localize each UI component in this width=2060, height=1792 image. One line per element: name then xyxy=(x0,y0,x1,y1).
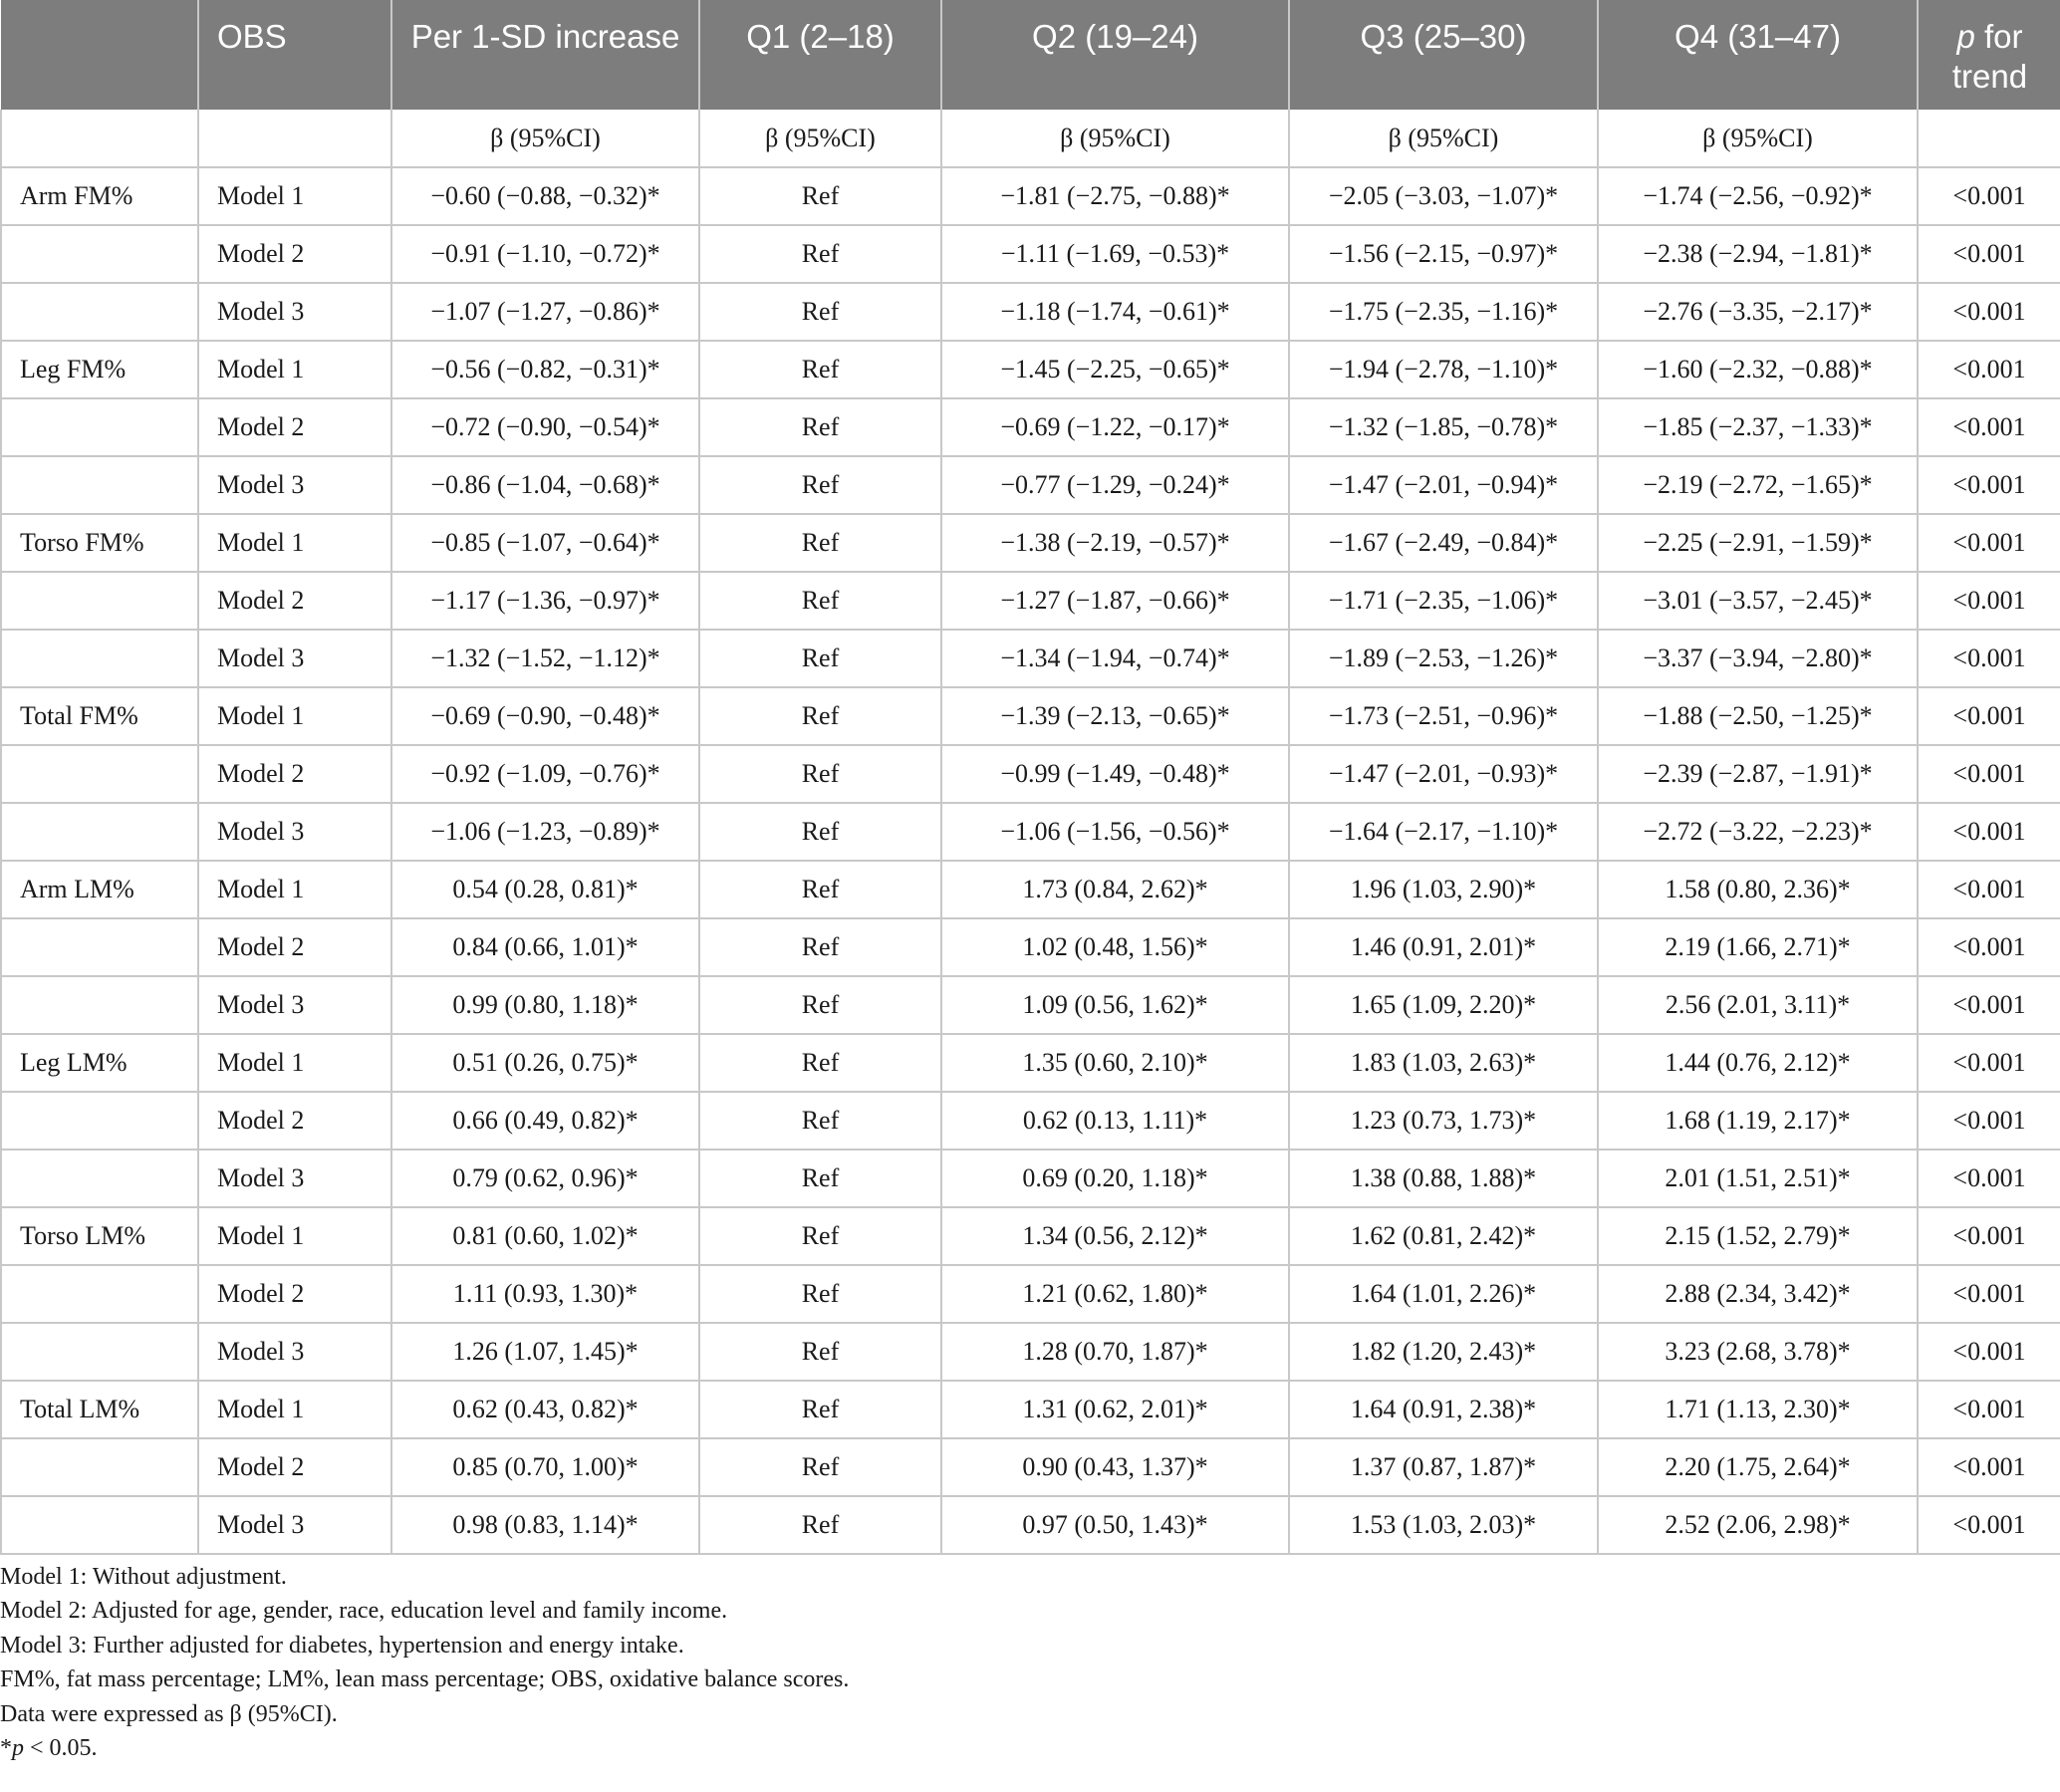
ci-empty-model xyxy=(198,110,391,167)
cell-per-sd: 0.85 (0.70, 1.00)* xyxy=(391,1438,699,1496)
cell-p-trend: <0.001 xyxy=(1918,976,2060,1034)
table-row xyxy=(1,861,2060,918)
cell-outcome xyxy=(1,1092,198,1150)
cell-q1: Ref xyxy=(699,167,941,225)
note-sig-p: p xyxy=(12,1735,24,1762)
cell-q3: −1.94 (−2.78, −1.10)* xyxy=(1289,341,1598,398)
cell-q2: 0.62 (0.13, 1.11)* xyxy=(941,1092,1289,1150)
cell-q4: −2.39 (−2.87, −1.91)* xyxy=(1598,745,1918,803)
cell-per-sd: 0.66 (0.49, 0.82)* xyxy=(391,1092,699,1150)
cell-per-sd: −0.92 (−1.09, −0.76)* xyxy=(391,745,699,803)
ci-label-q1: β (95%CI) xyxy=(699,110,941,167)
cell-q3: −1.47 (−2.01, −0.93)* xyxy=(1289,745,1598,803)
cell-outcome xyxy=(1,456,198,514)
cell-model: Model 2 xyxy=(198,398,391,456)
table-row xyxy=(1,803,2060,861)
cell-q2: 1.73 (0.84, 2.62)* xyxy=(941,861,1289,918)
cell-q1: Ref xyxy=(699,1207,941,1265)
cell-outcome xyxy=(1,918,198,976)
table-row xyxy=(1,283,2060,341)
cell-outcome xyxy=(1,1323,198,1381)
cell-q2: −0.69 (−1.22, −0.17)* xyxy=(941,398,1289,456)
cell-q2: −1.38 (−2.19, −0.57)* xyxy=(941,514,1289,572)
cell-model: Model 1 xyxy=(198,1381,391,1438)
cell-q2: −1.18 (−1.74, −0.61)* xyxy=(941,283,1289,341)
table-row xyxy=(1,1496,2060,1554)
cell-q1: Ref xyxy=(699,1265,941,1323)
table-row xyxy=(1,341,2060,398)
cell-q3: 1.82 (1.20, 2.43)* xyxy=(1289,1323,1598,1381)
cell-q2: −1.81 (−2.75, −0.88)* xyxy=(941,167,1289,225)
cell-q3: 1.64 (0.91, 2.38)* xyxy=(1289,1381,1598,1438)
cell-q1: Ref xyxy=(699,514,941,572)
cell-p-trend: <0.001 xyxy=(1918,283,2060,341)
note-sig-star: * xyxy=(0,1735,12,1762)
ci-label-q4: β (95%CI) xyxy=(1598,110,1918,167)
cell-p-trend: <0.001 xyxy=(1918,572,2060,630)
table-row xyxy=(1,630,2060,687)
table-row xyxy=(1,976,2060,1034)
cell-outcome xyxy=(1,225,198,283)
cell-q4: 2.52 (2.06, 2.98)* xyxy=(1598,1496,1918,1554)
cell-q2: −0.77 (−1.29, −0.24)* xyxy=(941,456,1289,514)
cell-q4: −1.74 (−2.56, −0.92)* xyxy=(1598,167,1918,225)
cell-p-trend: <0.001 xyxy=(1918,1150,2060,1207)
ci-empty-outcome xyxy=(1,110,198,167)
header-q2: Q2 (19–24) xyxy=(941,0,1289,110)
table-row xyxy=(1,456,2060,514)
cell-p-trend: <0.001 xyxy=(1918,1034,2060,1092)
cell-q3: −1.73 (−2.51, −0.96)* xyxy=(1289,687,1598,745)
cell-q2: 0.69 (0.20, 1.18)* xyxy=(941,1150,1289,1207)
cell-q3: 1.53 (1.03, 2.03)* xyxy=(1289,1496,1598,1554)
cell-q2: −1.11 (−1.69, −0.53)* xyxy=(941,225,1289,283)
cell-per-sd: −0.69 (−0.90, −0.48)* xyxy=(391,687,699,745)
cell-model: Model 1 xyxy=(198,514,391,572)
cell-q3: 1.37 (0.87, 1.87)* xyxy=(1289,1438,1598,1496)
table-footnotes xyxy=(0,1560,849,1765)
cell-model: Model 2 xyxy=(198,225,391,283)
cell-q2: 1.02 (0.48, 1.56)* xyxy=(941,918,1289,976)
cell-model: Model 3 xyxy=(198,803,391,861)
cell-outcome xyxy=(1,1438,198,1496)
note-model2: Model 2: Adjusted for age, gender, race, education level and family income. xyxy=(0,1598,728,1625)
cell-q3: 1.38 (0.88, 1.88)* xyxy=(1289,1150,1598,1207)
cell-model: Model 1 xyxy=(198,861,391,918)
cell-per-sd: −0.56 (−0.82, −0.31)* xyxy=(391,341,699,398)
header-per-sd: Per 1-SD increase xyxy=(391,0,699,110)
cell-q1: Ref xyxy=(699,456,941,514)
cell-outcome: Leg FM% xyxy=(1,341,198,398)
cell-q2: −1.34 (−1.94, −0.74)* xyxy=(941,630,1289,687)
cell-q4: −3.01 (−3.57, −2.45)* xyxy=(1598,572,1918,630)
cell-outcome xyxy=(1,283,198,341)
cell-model: Model 3 xyxy=(198,456,391,514)
cell-q2: −0.99 (−1.49, −0.48)* xyxy=(941,745,1289,803)
cell-p-trend: <0.001 xyxy=(1918,918,2060,976)
cell-model: Model 3 xyxy=(198,976,391,1034)
table-row xyxy=(1,918,2060,976)
cell-p-trend: <0.001 xyxy=(1918,1496,2060,1554)
note-sig-rest: < 0.05. xyxy=(24,1735,98,1762)
cell-q2: 1.34 (0.56, 2.12)* xyxy=(941,1207,1289,1265)
cell-per-sd: 0.81 (0.60, 1.02)* xyxy=(391,1207,699,1265)
cell-q1: Ref xyxy=(699,976,941,1034)
cell-model: Model 1 xyxy=(198,687,391,745)
cell-model: Model 3 xyxy=(198,283,391,341)
cell-q3: −1.56 (−2.15, −0.97)* xyxy=(1289,225,1598,283)
cell-q3: 1.62 (0.81, 2.42)* xyxy=(1289,1207,1598,1265)
cell-q3: −2.05 (−3.03, −1.07)* xyxy=(1289,167,1598,225)
cell-q3: −1.75 (−2.35, −1.16)* xyxy=(1289,283,1598,341)
note-expressed: Data were expressed as β (95%CI). xyxy=(0,1700,338,1727)
cell-outcome xyxy=(1,1265,198,1323)
cell-q2: 1.09 (0.56, 1.62)* xyxy=(941,976,1289,1034)
cell-p-trend: <0.001 xyxy=(1918,630,2060,687)
cell-q1: Ref xyxy=(699,918,941,976)
cell-q1: Ref xyxy=(699,1034,941,1092)
header-q4: Q4 (31–47) xyxy=(1598,0,1918,110)
cell-outcome: Torso FM% xyxy=(1,514,198,572)
cell-model: Model 3 xyxy=(198,630,391,687)
cell-outcome xyxy=(1,1496,198,1554)
cell-p-trend: <0.001 xyxy=(1918,225,2060,283)
cell-q2: −1.45 (−2.25, −0.65)* xyxy=(941,341,1289,398)
cell-p-trend: <0.001 xyxy=(1918,1381,2060,1438)
cell-q3: 1.46 (0.91, 2.01)* xyxy=(1289,918,1598,976)
cell-p-trend: <0.001 xyxy=(1918,341,2060,398)
cell-per-sd: 0.98 (0.83, 1.14)* xyxy=(391,1496,699,1554)
header-p-italic: p xyxy=(1956,18,1975,55)
cell-per-sd: 0.84 (0.66, 1.01)* xyxy=(391,918,699,976)
cell-outcome xyxy=(1,630,198,687)
cell-model: Model 2 xyxy=(198,1438,391,1496)
cell-q4: 1.71 (1.13, 2.30)* xyxy=(1598,1381,1918,1438)
cell-q4: 2.56 (2.01, 3.11)* xyxy=(1598,976,1918,1034)
cell-q4: −1.85 (−2.37, −1.33)* xyxy=(1598,398,1918,456)
table-row xyxy=(1,1034,2060,1092)
cell-p-trend: <0.001 xyxy=(1918,398,2060,456)
cell-outcome: Total FM% xyxy=(1,687,198,745)
cell-per-sd: 0.79 (0.62, 0.96)* xyxy=(391,1150,699,1207)
cell-q4: −2.25 (−2.91, −1.59)* xyxy=(1598,514,1918,572)
cell-per-sd: −1.06 (−1.23, −0.89)* xyxy=(391,803,699,861)
cell-per-sd: −1.07 (−1.27, −0.86)* xyxy=(391,283,699,341)
cell-p-trend: <0.001 xyxy=(1918,745,2060,803)
cell-q4: −2.38 (−2.94, −1.81)* xyxy=(1598,225,1918,283)
note-model3: Model 3: Further adjusted for diabetes, hypertension and energy intake. xyxy=(0,1632,684,1659)
cell-p-trend: <0.001 xyxy=(1918,1323,2060,1381)
cell-outcome: Leg LM% xyxy=(1,1034,198,1092)
cell-per-sd: −0.91 (−1.10, −0.72)* xyxy=(391,225,699,283)
cell-q2: 1.35 (0.60, 2.10)* xyxy=(941,1034,1289,1092)
cell-per-sd: 0.54 (0.28, 0.81)* xyxy=(391,861,699,918)
cell-outcome xyxy=(1,1150,198,1207)
cell-q4: 1.58 (0.80, 2.36)* xyxy=(1598,861,1918,918)
table-row xyxy=(1,1092,2060,1150)
header-q3: Q3 (25–30) xyxy=(1289,0,1598,110)
cell-per-sd: −0.60 (−0.88, −0.32)* xyxy=(391,167,699,225)
cell-p-trend: <0.001 xyxy=(1918,456,2060,514)
cell-outcome xyxy=(1,398,198,456)
table-row xyxy=(1,572,2060,630)
cell-q3: 1.96 (1.03, 2.90)* xyxy=(1289,861,1598,918)
table-row xyxy=(1,398,2060,456)
cell-q4: 2.88 (2.34, 3.42)* xyxy=(1598,1265,1918,1323)
cell-p-trend: <0.001 xyxy=(1918,1438,2060,1496)
cell-q3: 1.65 (1.09, 2.20)* xyxy=(1289,976,1598,1034)
cell-q4: −2.72 (−3.22, −2.23)* xyxy=(1598,803,1918,861)
cell-q3: −1.47 (−2.01, −0.94)* xyxy=(1289,456,1598,514)
cell-q1: Ref xyxy=(699,630,941,687)
cell-outcome xyxy=(1,572,198,630)
cell-q4: 1.68 (1.19, 2.17)* xyxy=(1598,1092,1918,1150)
cell-outcome xyxy=(1,803,198,861)
table-row xyxy=(1,745,2060,803)
cell-model: Model 2 xyxy=(198,572,391,630)
ci-label-per-sd: β (95%CI) xyxy=(391,110,699,167)
note-significance xyxy=(0,1731,849,1765)
table-row xyxy=(1,514,2060,572)
cell-per-sd: −0.72 (−0.90, −0.54)* xyxy=(391,398,699,456)
cell-q2: 1.28 (0.70, 1.87)* xyxy=(941,1323,1289,1381)
cell-q2: −1.39 (−2.13, −0.65)* xyxy=(941,687,1289,745)
cell-q1: Ref xyxy=(699,572,941,630)
cell-outcome: Total LM% xyxy=(1,1381,198,1438)
cell-q3: −1.71 (−2.35, −1.06)* xyxy=(1289,572,1598,630)
cell-model: Model 3 xyxy=(198,1323,391,1381)
table-row xyxy=(1,1265,2060,1323)
cell-q2: −1.06 (−1.56, −0.56)* xyxy=(941,803,1289,861)
cell-model: Model 1 xyxy=(198,167,391,225)
cell-per-sd: −1.17 (−1.36, −0.97)* xyxy=(391,572,699,630)
cell-q4: 2.15 (1.52, 2.79)* xyxy=(1598,1207,1918,1265)
cell-q3: −1.67 (−2.49, −0.84)* xyxy=(1289,514,1598,572)
cell-per-sd: −1.32 (−1.52, −1.12)* xyxy=(391,630,699,687)
cell-q3: 1.23 (0.73, 1.73)* xyxy=(1289,1092,1598,1150)
cell-q4: −1.88 (−2.50, −1.25)* xyxy=(1598,687,1918,745)
cell-model: Model 2 xyxy=(198,918,391,976)
cell-outcome: Arm FM% xyxy=(1,167,198,225)
cell-q1: Ref xyxy=(699,861,941,918)
header-q1: Q1 (2–18) xyxy=(699,0,941,110)
cell-q1: Ref xyxy=(699,1496,941,1554)
cell-per-sd: −0.85 (−1.07, −0.64)* xyxy=(391,514,699,572)
ci-empty-p xyxy=(1918,110,2060,167)
cell-p-trend: <0.001 xyxy=(1918,514,2060,572)
cell-p-trend: <0.001 xyxy=(1918,167,2060,225)
cell-outcome: Arm LM% xyxy=(1,861,198,918)
cell-per-sd: 0.62 (0.43, 0.82)* xyxy=(391,1381,699,1438)
table-row xyxy=(1,1381,2060,1438)
cell-q1: Ref xyxy=(699,1438,941,1496)
cell-p-trend: <0.001 xyxy=(1918,803,2060,861)
cell-outcome: Torso LM% xyxy=(1,1207,198,1265)
cell-model: Model 1 xyxy=(198,1034,391,1092)
cell-model: Model 2 xyxy=(198,745,391,803)
table-row xyxy=(1,225,2060,283)
cell-q2: −1.27 (−1.87, −0.66)* xyxy=(941,572,1289,630)
cell-q3: −1.89 (−2.53, −1.26)* xyxy=(1289,630,1598,687)
cell-per-sd: 1.26 (1.07, 1.45)* xyxy=(391,1323,699,1381)
header-p-rest: for trend xyxy=(1951,18,2028,95)
ci-label-q3: β (95%CI) xyxy=(1289,110,1598,167)
cell-q3: 1.64 (1.01, 2.26)* xyxy=(1289,1265,1598,1323)
cell-q1: Ref xyxy=(699,803,941,861)
cell-q4: −3.37 (−3.94, −2.80)* xyxy=(1598,630,1918,687)
note-model1: Model 1: Without adjustment. xyxy=(0,1564,287,1590)
cell-q1: Ref xyxy=(699,341,941,398)
cell-q4: −1.60 (−2.32, −0.88)* xyxy=(1598,341,1918,398)
cell-q1: Ref xyxy=(699,1092,941,1150)
cell-q1: Ref xyxy=(699,283,941,341)
cell-p-trend: <0.001 xyxy=(1918,1207,2060,1265)
cell-model: Model 3 xyxy=(198,1496,391,1554)
cell-model: Model 3 xyxy=(198,1150,391,1207)
cell-q4: 2.20 (1.75, 2.64)* xyxy=(1598,1438,1918,1496)
header-row xyxy=(1,0,2060,110)
table-row xyxy=(1,1323,2060,1381)
cell-outcome xyxy=(1,745,198,803)
cell-q4: 3.23 (2.68, 3.78)* xyxy=(1598,1323,1918,1381)
table-row xyxy=(1,1207,2060,1265)
cell-model: Model 2 xyxy=(198,1092,391,1150)
cell-q4: 2.19 (1.66, 2.71)* xyxy=(1598,918,1918,976)
cell-model: Model 1 xyxy=(198,341,391,398)
header-obs: OBS xyxy=(198,0,391,110)
cell-p-trend: <0.001 xyxy=(1918,861,2060,918)
cell-q1: Ref xyxy=(699,687,941,745)
cell-q4: −2.19 (−2.72, −1.65)* xyxy=(1598,456,1918,514)
cell-q1: Ref xyxy=(699,745,941,803)
cell-q2: 1.31 (0.62, 2.01)* xyxy=(941,1381,1289,1438)
cell-q1: Ref xyxy=(699,398,941,456)
cell-q1: Ref xyxy=(699,1150,941,1207)
cell-per-sd: 0.51 (0.26, 0.75)* xyxy=(391,1034,699,1092)
cell-q4: −2.76 (−3.35, −2.17)* xyxy=(1598,283,1918,341)
cell-q3: −1.64 (−2.17, −1.10)* xyxy=(1289,803,1598,861)
cell-q1: Ref xyxy=(699,225,941,283)
ci-label-row xyxy=(1,110,2060,167)
cell-p-trend: <0.001 xyxy=(1918,1265,2060,1323)
table-row xyxy=(1,687,2060,745)
cell-q1: Ref xyxy=(699,1381,941,1438)
cell-per-sd: 0.99 (0.80, 1.18)* xyxy=(391,976,699,1034)
cell-per-sd: 1.11 (0.93, 1.30)* xyxy=(391,1265,699,1323)
cell-p-trend: <0.001 xyxy=(1918,687,2060,745)
cell-q3: 1.83 (1.03, 2.63)* xyxy=(1289,1034,1598,1092)
cell-model: Model 1 xyxy=(198,1207,391,1265)
cell-q2: 1.21 (0.62, 1.80)* xyxy=(941,1265,1289,1323)
cell-q2: 0.90 (0.43, 1.37)* xyxy=(941,1438,1289,1496)
cell-q3: −1.32 (−1.85, −0.78)* xyxy=(1289,398,1598,456)
table-row xyxy=(1,1150,2060,1207)
cell-q4: 1.44 (0.76, 2.12)* xyxy=(1598,1034,1918,1092)
ci-label-q2: β (95%CI) xyxy=(941,110,1289,167)
table-row xyxy=(1,167,2060,225)
cell-q2: 0.97 (0.50, 1.43)* xyxy=(941,1496,1289,1554)
header-outcome xyxy=(1,0,198,110)
header-p-trend xyxy=(1918,0,2060,110)
cell-q1: Ref xyxy=(699,1323,941,1381)
cell-q4: 2.01 (1.51, 2.51)* xyxy=(1598,1150,1918,1207)
cell-outcome xyxy=(1,976,198,1034)
note-abbreviations: FM%, fat mass percentage; LM%, lean mass percentage; OBS, oxidative balance scores. xyxy=(0,1666,850,1693)
cell-model: Model 2 xyxy=(198,1265,391,1323)
cell-per-sd: −0.86 (−1.04, −0.68)* xyxy=(391,456,699,514)
table-row xyxy=(1,1438,2060,1496)
cell-p-trend: <0.001 xyxy=(1918,1092,2060,1150)
